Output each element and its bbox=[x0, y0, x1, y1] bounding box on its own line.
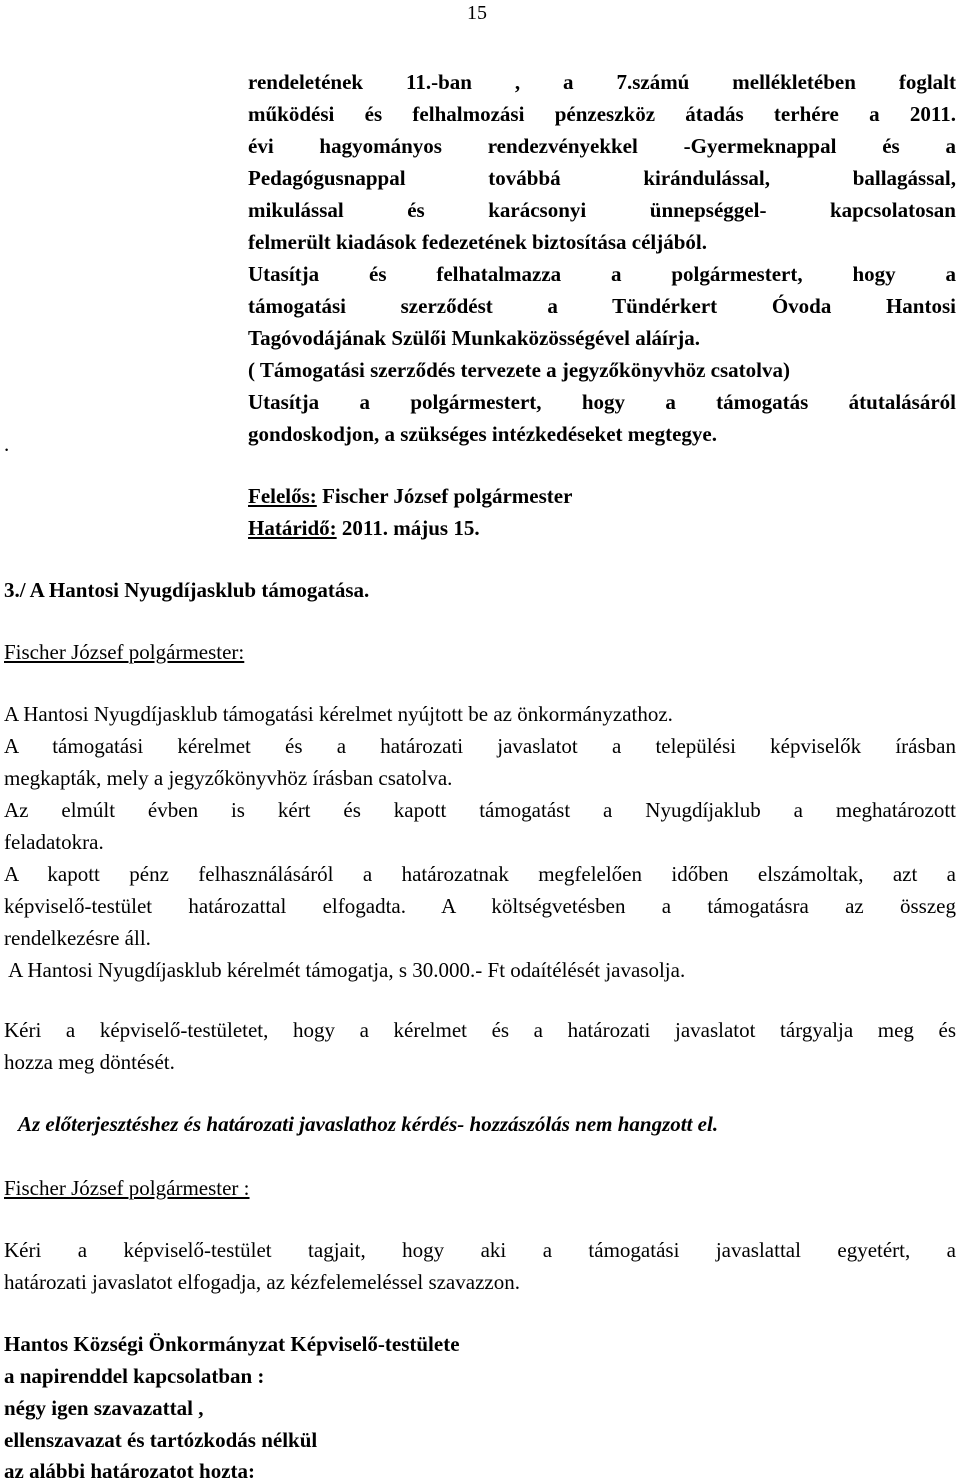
para-line-6: A kapott pénz felhasználásáról a határozatnak megfelelően időben elszámoltak, azt a bbox=[4, 862, 956, 886]
vote-request-line-1: Kéri a képviselő-testület tagjait, hogy aki a támogatási javaslattal egyetért, a bbox=[4, 1238, 956, 1262]
deadline-label: Határidő: bbox=[248, 516, 337, 540]
para-line-7: képviselő-testület határozattal elfogadta. A költségvetésben a támogatásra az összeg bbox=[4, 894, 956, 918]
block1-line-5: mikulással és karácsonyi ünnepséggel- kapcsolatosan bbox=[248, 198, 956, 222]
para-line-4: Az elmúlt évben is kért és kapott támogatást a Nyugdíjaklub a meghatározott bbox=[4, 798, 956, 822]
section-3-title: 3./ A Hantosi Nyugdíjasklub támogatása. bbox=[4, 578, 370, 602]
speaker-2: Fischer József polgármester : bbox=[4, 1176, 250, 1200]
resolution-line-5: az alábbi határozatot hozta: bbox=[4, 1459, 256, 1483]
para-line-5: feladatokra. bbox=[4, 830, 104, 854]
vote-request-line-2: határozati javaslatot elfogadja, az kézfelemeléssel szavazzon. bbox=[4, 1270, 520, 1294]
para-line-3: megkapták, mely a jegyzőkönyvhöz írásban csatolva. bbox=[4, 766, 453, 790]
block1-line-4: Pedagógusnappal továbbá kirándulással, ballagással, bbox=[248, 166, 956, 190]
block1-line-3: évi hagyományos rendezvényekkel -Gyermeknappal és a bbox=[248, 134, 956, 158]
block1-line-12: gondoskodjon, a szükséges intézkedéseket megtegye. bbox=[248, 422, 717, 446]
para-line-1: A Hantosi Nyugdíjasklub támogatási kérelmet nyújtott be az önkormányzathoz. bbox=[4, 702, 673, 726]
para-line-2: A támogatási kérelmet és a határozati javaslatot a települési képviselők írásban bbox=[4, 734, 956, 758]
responsible-line bbox=[248, 484, 572, 509]
block1-line-10: ( Támogatási szerződés tervezete a jegyzőkönyvhöz csatolva) bbox=[248, 358, 790, 382]
block1-line-7: Utasítja és felhatalmazza a polgármestert, hogy a bbox=[248, 262, 956, 286]
resolution-line-2: a napirenddel kapcsolatban : bbox=[4, 1364, 265, 1388]
responsible-label: Felelős: bbox=[248, 484, 317, 508]
block1-line-8: támogatási szerződést a Tündérkert Óvoda Hantosi bbox=[248, 294, 956, 318]
speaker-1: Fischer József polgármester: bbox=[4, 640, 245, 664]
para-line-9: A Hantosi Nyugdíjasklub kérelmét támogatja, s 30.000.- Ft odaítélését javasolja. bbox=[4, 958, 686, 982]
resolution-line-4: ellenszavazat és tartózkodás nélkül bbox=[4, 1428, 318, 1452]
deadline-line bbox=[248, 516, 480, 541]
block1-line-1: rendeletének 11.-ban , a 7.számú mellékletében foglalt bbox=[248, 70, 956, 94]
resolution-line-1: Hantos Községi Önkormányzat Képviselő-testülete bbox=[4, 1332, 460, 1356]
request-line-2: hozza meg döntését. bbox=[4, 1050, 175, 1074]
para-line-8: rendelkezésre áll. bbox=[4, 926, 151, 950]
no-questions-note: Az előterjesztéshez és határozati javaslathoz kérdés- hozzászólás nem hangzott el. bbox=[18, 1112, 719, 1136]
block1-line-9: Tagóvodájának Szülői Munkaközösségével aláírja. bbox=[248, 326, 700, 350]
margin-dot: . bbox=[4, 432, 10, 456]
block1-line-6: felmerült kiadások fedezetének biztosítása céljából. bbox=[248, 230, 708, 254]
request-line-1: Kéri a képviselő-testületet, hogy a kérelmet és a határozati javaslatot tárgyalja meg és bbox=[4, 1018, 956, 1042]
resolution-line-3: négy igen szavazattal , bbox=[4, 1396, 204, 1420]
deadline-value: 2011. május 15. bbox=[341, 516, 480, 540]
page-number: 15 bbox=[467, 2, 487, 24]
block1-line-11: Utasítja a polgármestert, hogy a támogatás átutalásáról bbox=[248, 390, 956, 414]
block1-line-2: működési és felhalmozási pénzeszköz átadás terhére a 2011. bbox=[248, 102, 956, 126]
responsible-value: Fischer József polgármester bbox=[322, 484, 573, 508]
